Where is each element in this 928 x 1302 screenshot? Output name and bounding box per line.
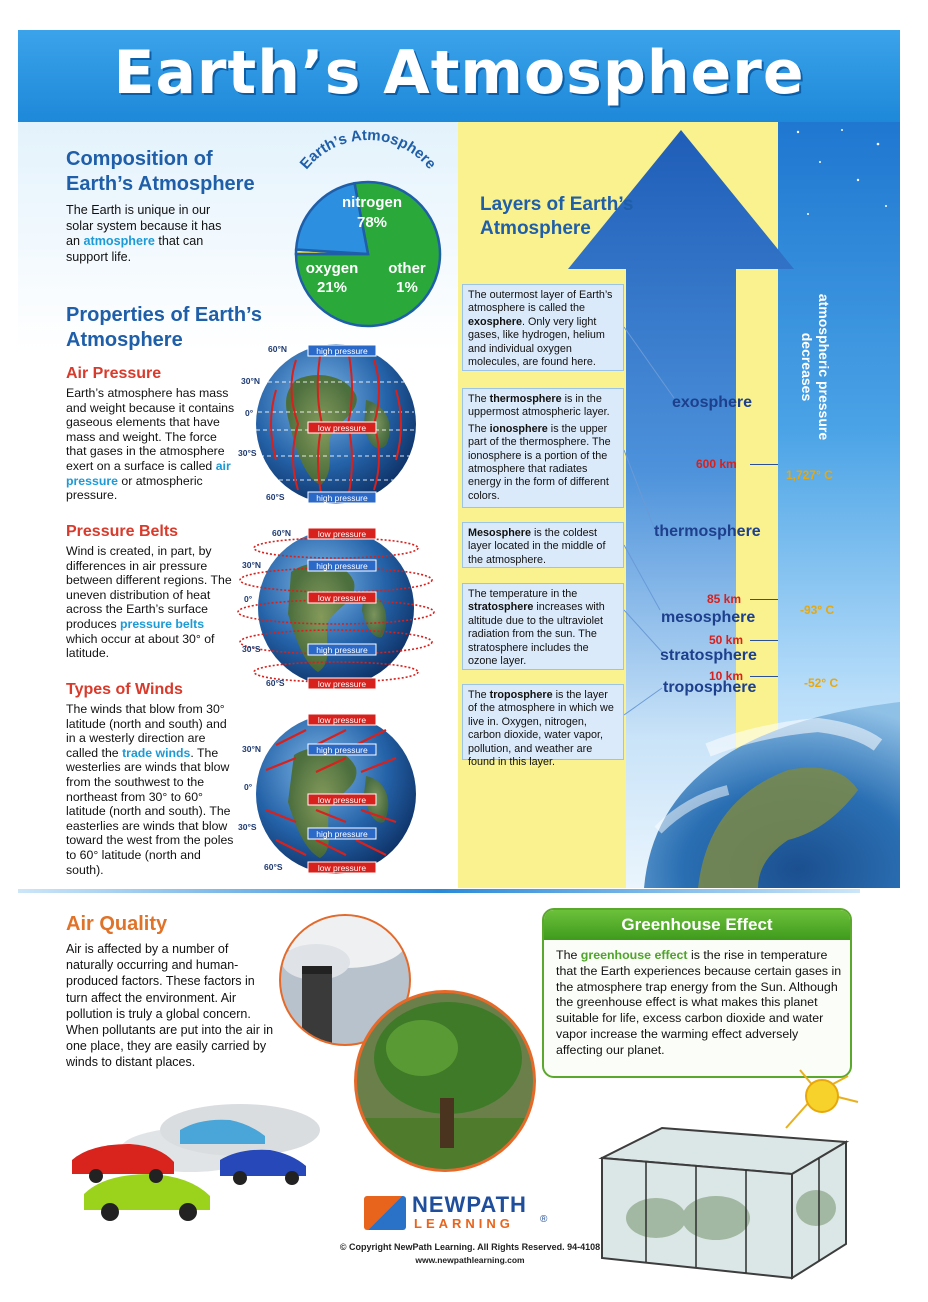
high-pressure-label: high pressure bbox=[316, 493, 368, 503]
pie-value-nitrogen: 78% bbox=[356, 214, 388, 231]
greenhouse-text-b: is the rise in temperature that the Earth experiences because certain gases in the atmosphere trap energy from the Sun. Although the greenhouse effect is what makes this planet suitable for life, excess carbon dioxide and water vapor increase the warming effect adversely affecting our planet. bbox=[556, 948, 842, 1057]
tick-10km bbox=[750, 676, 778, 677]
lat-30n: 30°N bbox=[241, 376, 260, 386]
pie-value-oxygen: 21% bbox=[316, 279, 348, 296]
pressure-belts-text-b: which occur at about 30° of latitude. bbox=[66, 631, 215, 661]
lat-0: 0° bbox=[244, 782, 253, 792]
meso-bold: Mesosphere bbox=[468, 527, 532, 539]
stratosphere-label: stratosphere bbox=[660, 647, 757, 664]
composition-heading bbox=[66, 147, 276, 197]
lat-0: 0° bbox=[244, 594, 253, 604]
pie-label-nitrogen: nitrogen bbox=[342, 194, 402, 211]
stratosphere-info-box bbox=[462, 583, 624, 670]
air-pressure-text-b: or atmospheric pressure. bbox=[66, 473, 203, 503]
exo-bold: exosphere bbox=[468, 315, 523, 328]
pressure-belts-title: Pressure Belts bbox=[66, 523, 179, 540]
types-of-winds-text bbox=[66, 702, 238, 877]
composition-text-b: that can support life. bbox=[66, 234, 204, 264]
pie-title: Earth’s Atmosphere bbox=[296, 126, 440, 173]
altitude-50km: 50 km bbox=[709, 633, 744, 647]
thermo-bold: thermosphere bbox=[489, 393, 562, 405]
exosphere-label: exosphere bbox=[672, 394, 753, 411]
pressure-belts-text-a: Wind is created, in part, by differences in air pressure between different regions. The uneven distribution of heat across the Earth’s surface produces bbox=[66, 544, 232, 631]
atmosphere-highlight: atmosphere bbox=[83, 234, 155, 248]
air-pressure-highlight: air pressure bbox=[66, 458, 231, 488]
layers-heading-line2: Atmosphere bbox=[480, 218, 591, 239]
globes-column bbox=[236, 340, 456, 880]
pressure-label-line1: atmospheric pressure bbox=[816, 293, 832, 441]
low-pressure-label: low pressure bbox=[317, 863, 367, 873]
tropo-text-a: The bbox=[468, 689, 490, 701]
altitude-600km: 600 km bbox=[696, 457, 737, 471]
greenhouse-title: Greenhouse Effect bbox=[544, 910, 850, 940]
troposphere-label: troposphere bbox=[663, 679, 757, 696]
trade-winds-highlight: trade winds bbox=[122, 745, 191, 760]
pie-value-other: 1% bbox=[396, 279, 418, 296]
mesosphere-info-box bbox=[462, 522, 624, 568]
composition-text bbox=[66, 203, 236, 265]
greenhouse-effect-box bbox=[542, 908, 852, 1078]
lat-60s: 60°S bbox=[266, 492, 285, 502]
logo-bottom-text: LEARNING bbox=[414, 1216, 514, 1231]
pressure-label-line2: decreases bbox=[799, 332, 815, 402]
exo-text-a: The outermost layer of Earth’s atmosphere is called the bbox=[468, 289, 613, 315]
air-quality-text: Air is affected by a number of naturally occurring and human-produced factors. These factors in turn affect the environment. Air pollution is truly a global concern. When pollutants are put into the air in one place, they are easily carried by winds to distant places. bbox=[66, 942, 274, 1070]
types-of-winds-title: Types of Winds bbox=[66, 681, 183, 698]
high-pressure-label: high pressure bbox=[316, 346, 368, 356]
altitude-10km: 10 km bbox=[709, 669, 744, 683]
meso-text: is the coldest layer located in the middle of the atmosphere. bbox=[468, 527, 606, 566]
iono-text-a: The bbox=[468, 422, 490, 435]
thermosphere-label: thermosphere bbox=[654, 523, 761, 540]
tick-50km bbox=[750, 640, 778, 641]
strato-text-b: increases with altitude due to the ultraviolet radiation from the sun. The stratosphere includes the ozone layer. bbox=[468, 601, 605, 668]
winds-text-a: The winds that blow from 30° latitude (north and south) and in a westerly direction are called the bbox=[66, 702, 227, 760]
composition-text-a: The Earth is unique in our solar system because it has an bbox=[66, 203, 222, 248]
greenhouse-highlight: greenhouse effect bbox=[580, 948, 688, 962]
greenhouse-text-a: The bbox=[556, 948, 581, 962]
air-pressure-globe bbox=[236, 340, 456, 510]
low-pressure-label: low pressure bbox=[317, 715, 367, 725]
thermo-text-b: is in the uppermost atmospheric layer. bbox=[468, 393, 610, 419]
altitude-85km: 85 km bbox=[707, 592, 742, 606]
logo-icon bbox=[364, 1196, 406, 1230]
composition-heading-line1: Composition of bbox=[66, 148, 213, 170]
low-pressure-label: low pressure bbox=[317, 529, 367, 539]
temp-1727c: 1,727° C bbox=[786, 468, 833, 482]
lat-60s: 60°S bbox=[266, 678, 285, 688]
high-pressure-label: high pressure bbox=[316, 561, 368, 571]
tree-image bbox=[352, 988, 538, 1174]
pressure-belts-globe bbox=[236, 522, 456, 697]
mesosphere-label: mesosphere bbox=[661, 609, 756, 626]
high-pressure-label: high pressure bbox=[316, 645, 368, 655]
low-pressure-label: low pressure bbox=[317, 593, 367, 603]
air-pressure-text bbox=[66, 386, 238, 503]
low-pressure-label: low pressure bbox=[317, 679, 367, 689]
page-title: Earth’s Atmosphere bbox=[113, 38, 805, 108]
winds-globe bbox=[236, 710, 456, 880]
strato-text-a: The temperature in the bbox=[468, 588, 578, 600]
pie-label-other: other bbox=[388, 260, 426, 277]
lat-60s: 60°S bbox=[264, 862, 283, 872]
high-pressure-label: high pressure bbox=[316, 745, 368, 755]
tropo-bold: troposphere bbox=[489, 689, 553, 701]
high-pressure-label: high pressure bbox=[316, 829, 368, 839]
logo-top-text: NEWPATH bbox=[412, 1192, 527, 1217]
lat-30s: 30°S bbox=[238, 448, 257, 458]
properties-heading-line1: Properties of Earth’s bbox=[66, 304, 262, 326]
lat-30s: 30°S bbox=[238, 822, 257, 832]
composition-heading-line2: Earth’s Atmosphere bbox=[66, 173, 255, 195]
lat-60n: 60°N bbox=[268, 344, 287, 354]
pie-label-oxygen: oxygen bbox=[305, 260, 359, 277]
layers-heading bbox=[480, 193, 690, 241]
pressure-belts-text bbox=[66, 544, 238, 661]
low-pressure-label: low pressure bbox=[317, 423, 367, 433]
pressure-decreases-label bbox=[784, 272, 834, 452]
thermosphere-info-box bbox=[462, 388, 624, 508]
lat-60n: 60°N bbox=[272, 528, 291, 538]
composition-pie-chart bbox=[270, 126, 460, 331]
air-pressure-text-a: Earth’s atmosphere has mass and weight because it contains gaseous elements that have mass and weight. The force that gases in the atmosphere exert on a surface is called bbox=[66, 386, 235, 473]
air-quality-title: Air Quality bbox=[66, 913, 168, 935]
temp-minus93c: -93° C bbox=[800, 603, 835, 617]
air-pressure-title: Air Pressure bbox=[66, 365, 162, 382]
tick-85km bbox=[750, 599, 778, 600]
iono-text-b: is the upper part of the thermosphere. The ionosphere is a portion of the atmosphere that radiates energy in the form of different colors. bbox=[468, 422, 611, 502]
layers-heading-line1: Layers of Earth’s bbox=[480, 194, 634, 215]
copyright-text: © Copyright NewPath Learning. All Rights Reserved. 94-4108 bbox=[339, 1242, 601, 1252]
temp-minus52c: -52° C bbox=[804, 676, 839, 690]
low-pressure-label: low pressure bbox=[317, 795, 367, 805]
tick-600km bbox=[750, 464, 778, 465]
pressure-belts-highlight: pressure belts bbox=[120, 616, 205, 631]
lat-0: 0° bbox=[245, 408, 254, 418]
lat-30n: 30°N bbox=[242, 744, 261, 754]
strato-bold: stratosphere bbox=[468, 601, 534, 614]
winds-text-b: . The westerlies are winds that blow from the southwest to the northeast from 30° to 60° latitude (north and south). The easterlies are winds that blow toward the west from the poles to 60° latitude (north and south). bbox=[66, 745, 234, 877]
thermo-text-a: The bbox=[468, 393, 490, 405]
newpath-logo bbox=[364, 1190, 564, 1236]
iono-bold: ionosphere bbox=[489, 422, 548, 435]
section-divider bbox=[18, 889, 860, 893]
title-banner bbox=[18, 30, 900, 122]
exo-text-b: . Only very light gases, like hydrogen, helium and individual oxygen molecules, are found here. bbox=[468, 315, 605, 369]
lat-30s: 30°S bbox=[242, 644, 261, 654]
logo-registered: ® bbox=[540, 1214, 548, 1225]
properties-heading-line2: Atmosphere bbox=[66, 329, 183, 351]
troposphere-info-box bbox=[462, 684, 624, 769]
tropo-text-b: is the layer of the atmosphere in which we live in. Oxygen, nitrogen, carbon dioxide, water vapor, pollution, and weather are found in this layer. bbox=[468, 689, 614, 769]
greenhouse-text bbox=[556, 948, 842, 1059]
website-url[interactable]: www.newpathlearning.com bbox=[415, 1255, 525, 1265]
lat-30n: 30°N bbox=[242, 560, 261, 570]
exosphere-info-box bbox=[462, 284, 624, 371]
cars-image bbox=[70, 1100, 322, 1230]
